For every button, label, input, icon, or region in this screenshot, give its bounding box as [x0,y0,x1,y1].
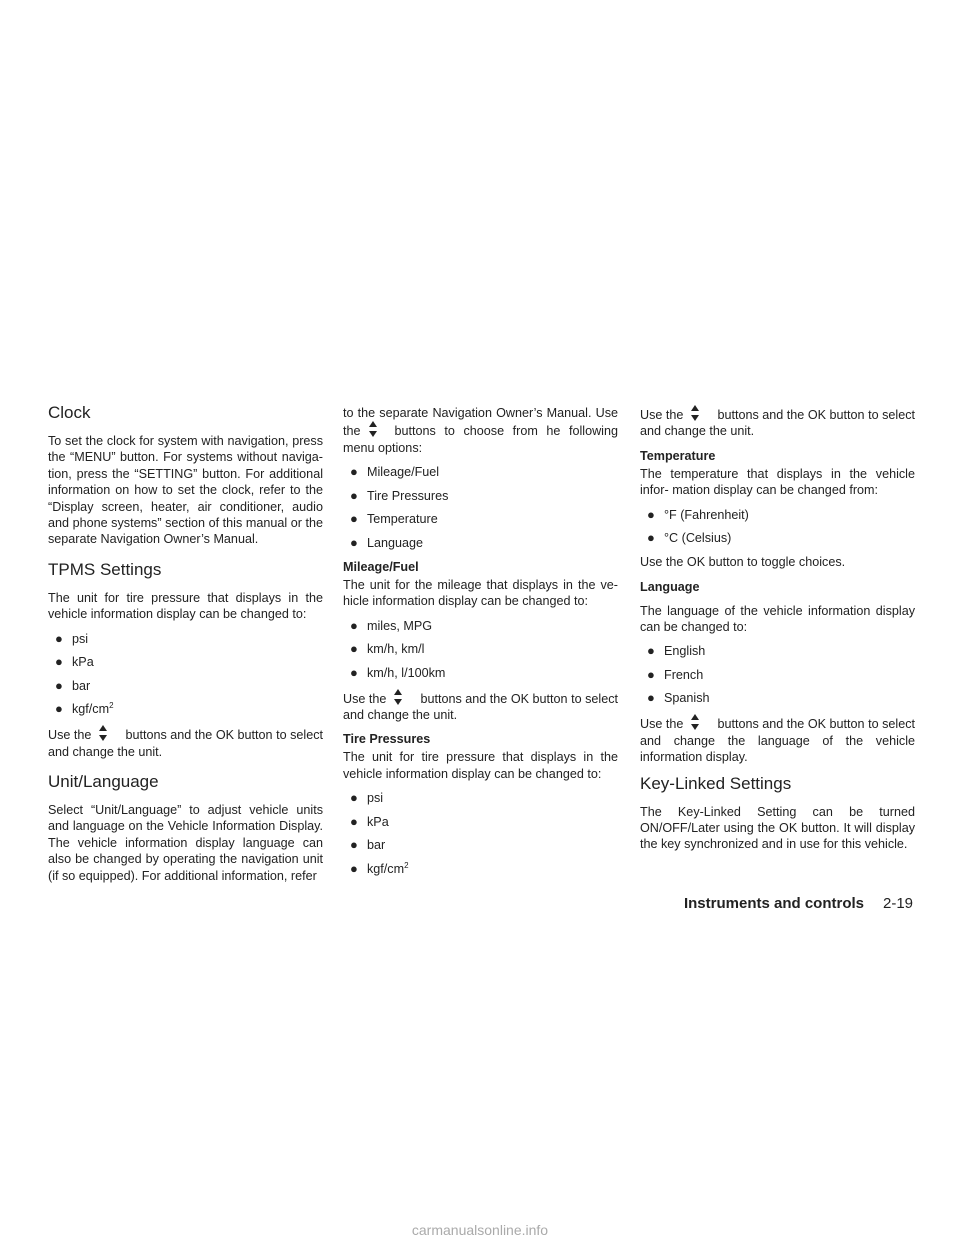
temperature-paragraph: The temperature that displays in the vehicle infor- mation display can be changed from: [640,466,915,498]
up-down-arrows-icon [97,725,109,741]
mileage-use-paragraph: Use the buttons and the OK button to select and change the unit. [343,689,618,724]
section-title: Instruments and controls [683,895,864,912]
language-use-paragraph: Use the buttons and the OK button to select and change the language of the vehicle information display. [640,714,915,765]
page-footer [0,895,960,919]
tpms-paragraph: The unit for tire pressure that displays in the vehicle information display can be changed to: [48,590,323,622]
unit-use-paragraph: Use the buttons and the OK button to select and change the unit. [640,405,915,440]
menu-options-paragraph: to the separate Navigation Owner’s Manual. Use the buttons to choose from he following menu options: [343,406,618,455]
list-item: ● °F (Fahrenheit) [647,506,749,522]
language-list [640,643,915,706]
tire-pressures-paragraph: The unit for tire pressure that displays in the vehicle information display can be changed to: [343,750,618,781]
watermark: carmanualsonline.info [411,1222,549,1238]
up-down-arrows-icon [689,405,701,421]
key-linked-heading: Key-Linked Settings [640,773,792,793]
mileage-heading: Mileage/Fuel [343,559,419,574]
list-item: ● bar [55,677,91,693]
page-number: 2-19 [883,895,914,912]
list-item: ● °C (Celsius) [647,530,732,546]
list-item: ● kgf/$cm^2$ [55,700,114,717]
list-item: ● psi [55,630,89,646]
list-item: ● kgf/$cm^2$ [350,860,409,876]
column-middle [343,405,618,885]
tpms-heading: TPMS Settings [48,559,162,579]
toggle-paragraph: Use the OK button to toggle choices. [640,555,846,570]
clock-heading: Clock [48,403,91,422]
up-down-arrows-icon [689,714,701,730]
mileage-unit-list [343,618,618,681]
list-item: ● miles, MPG [350,617,433,633]
up-down-arrows-icon [392,689,404,705]
mileage-paragraph: The unit for the mileage that displays in the ve- hicle information display can be changed to: [343,577,618,609]
list-item: ● English [647,643,706,659]
list-item: ● Language [350,534,424,550]
temperature-heading: Temperature [640,448,716,463]
list-item: ● kPa [55,654,94,670]
tpms-use-paragraph: Use the buttons and the OK button to select and change the unit. [48,725,323,760]
tpms-unit-list [48,631,323,718]
list-item: ● km/h, l/100km [350,664,446,680]
language-heading: Language [640,579,700,594]
unit-language-paragraph: Select “Unit/Language” to adjust vehicle units and language on the Vehicle Information Display. The vehicle information display language can also be changed by operating the navigation unit (if so equipped). For additional information, refer [48,802,323,883]
menu-options-list [343,464,618,551]
tire-pressures-heading: Tire Pressures [343,732,431,747]
language-paragraph: The language of the vehicle information display can be changed to: [640,603,915,634]
unit-language-heading: Unit/Language [48,771,159,791]
list-item: ● French [647,666,704,682]
list-item: ● Spanish [647,690,710,706]
list-item: ● psi [350,790,384,806]
list-item: ● kPa [350,813,389,829]
list-item: ● Temperature [350,511,438,527]
clock-paragraph: To set the clock for system with navigation, press the “MENU” button. For systems without naviga- tion, press the “SETTING” button. For additional information on how to set the clock, refer to the “Display screen, heater, air conditioner, audio and phone systems” section of this manual or the separate Navigation Owner’s Manual. [48,434,323,547]
tire-unit-list [343,790,618,877]
list-item: ● bar [350,837,386,853]
up-down-arrows-icon [367,421,379,437]
list-item: ● Mileage/Fuel [350,464,440,480]
temperature-unit-list [640,507,915,547]
key-linked-paragraph: The Key-Linked Setting can be turned ON/OFF/Later using the OK button. It will display the key synchronized and in use for this vehicle. [640,804,915,852]
column-left [48,403,323,892]
list-item: ● Tire Pressures [350,487,449,503]
list-item: ● km/h, km/l [350,641,425,657]
column-right [640,405,915,861]
